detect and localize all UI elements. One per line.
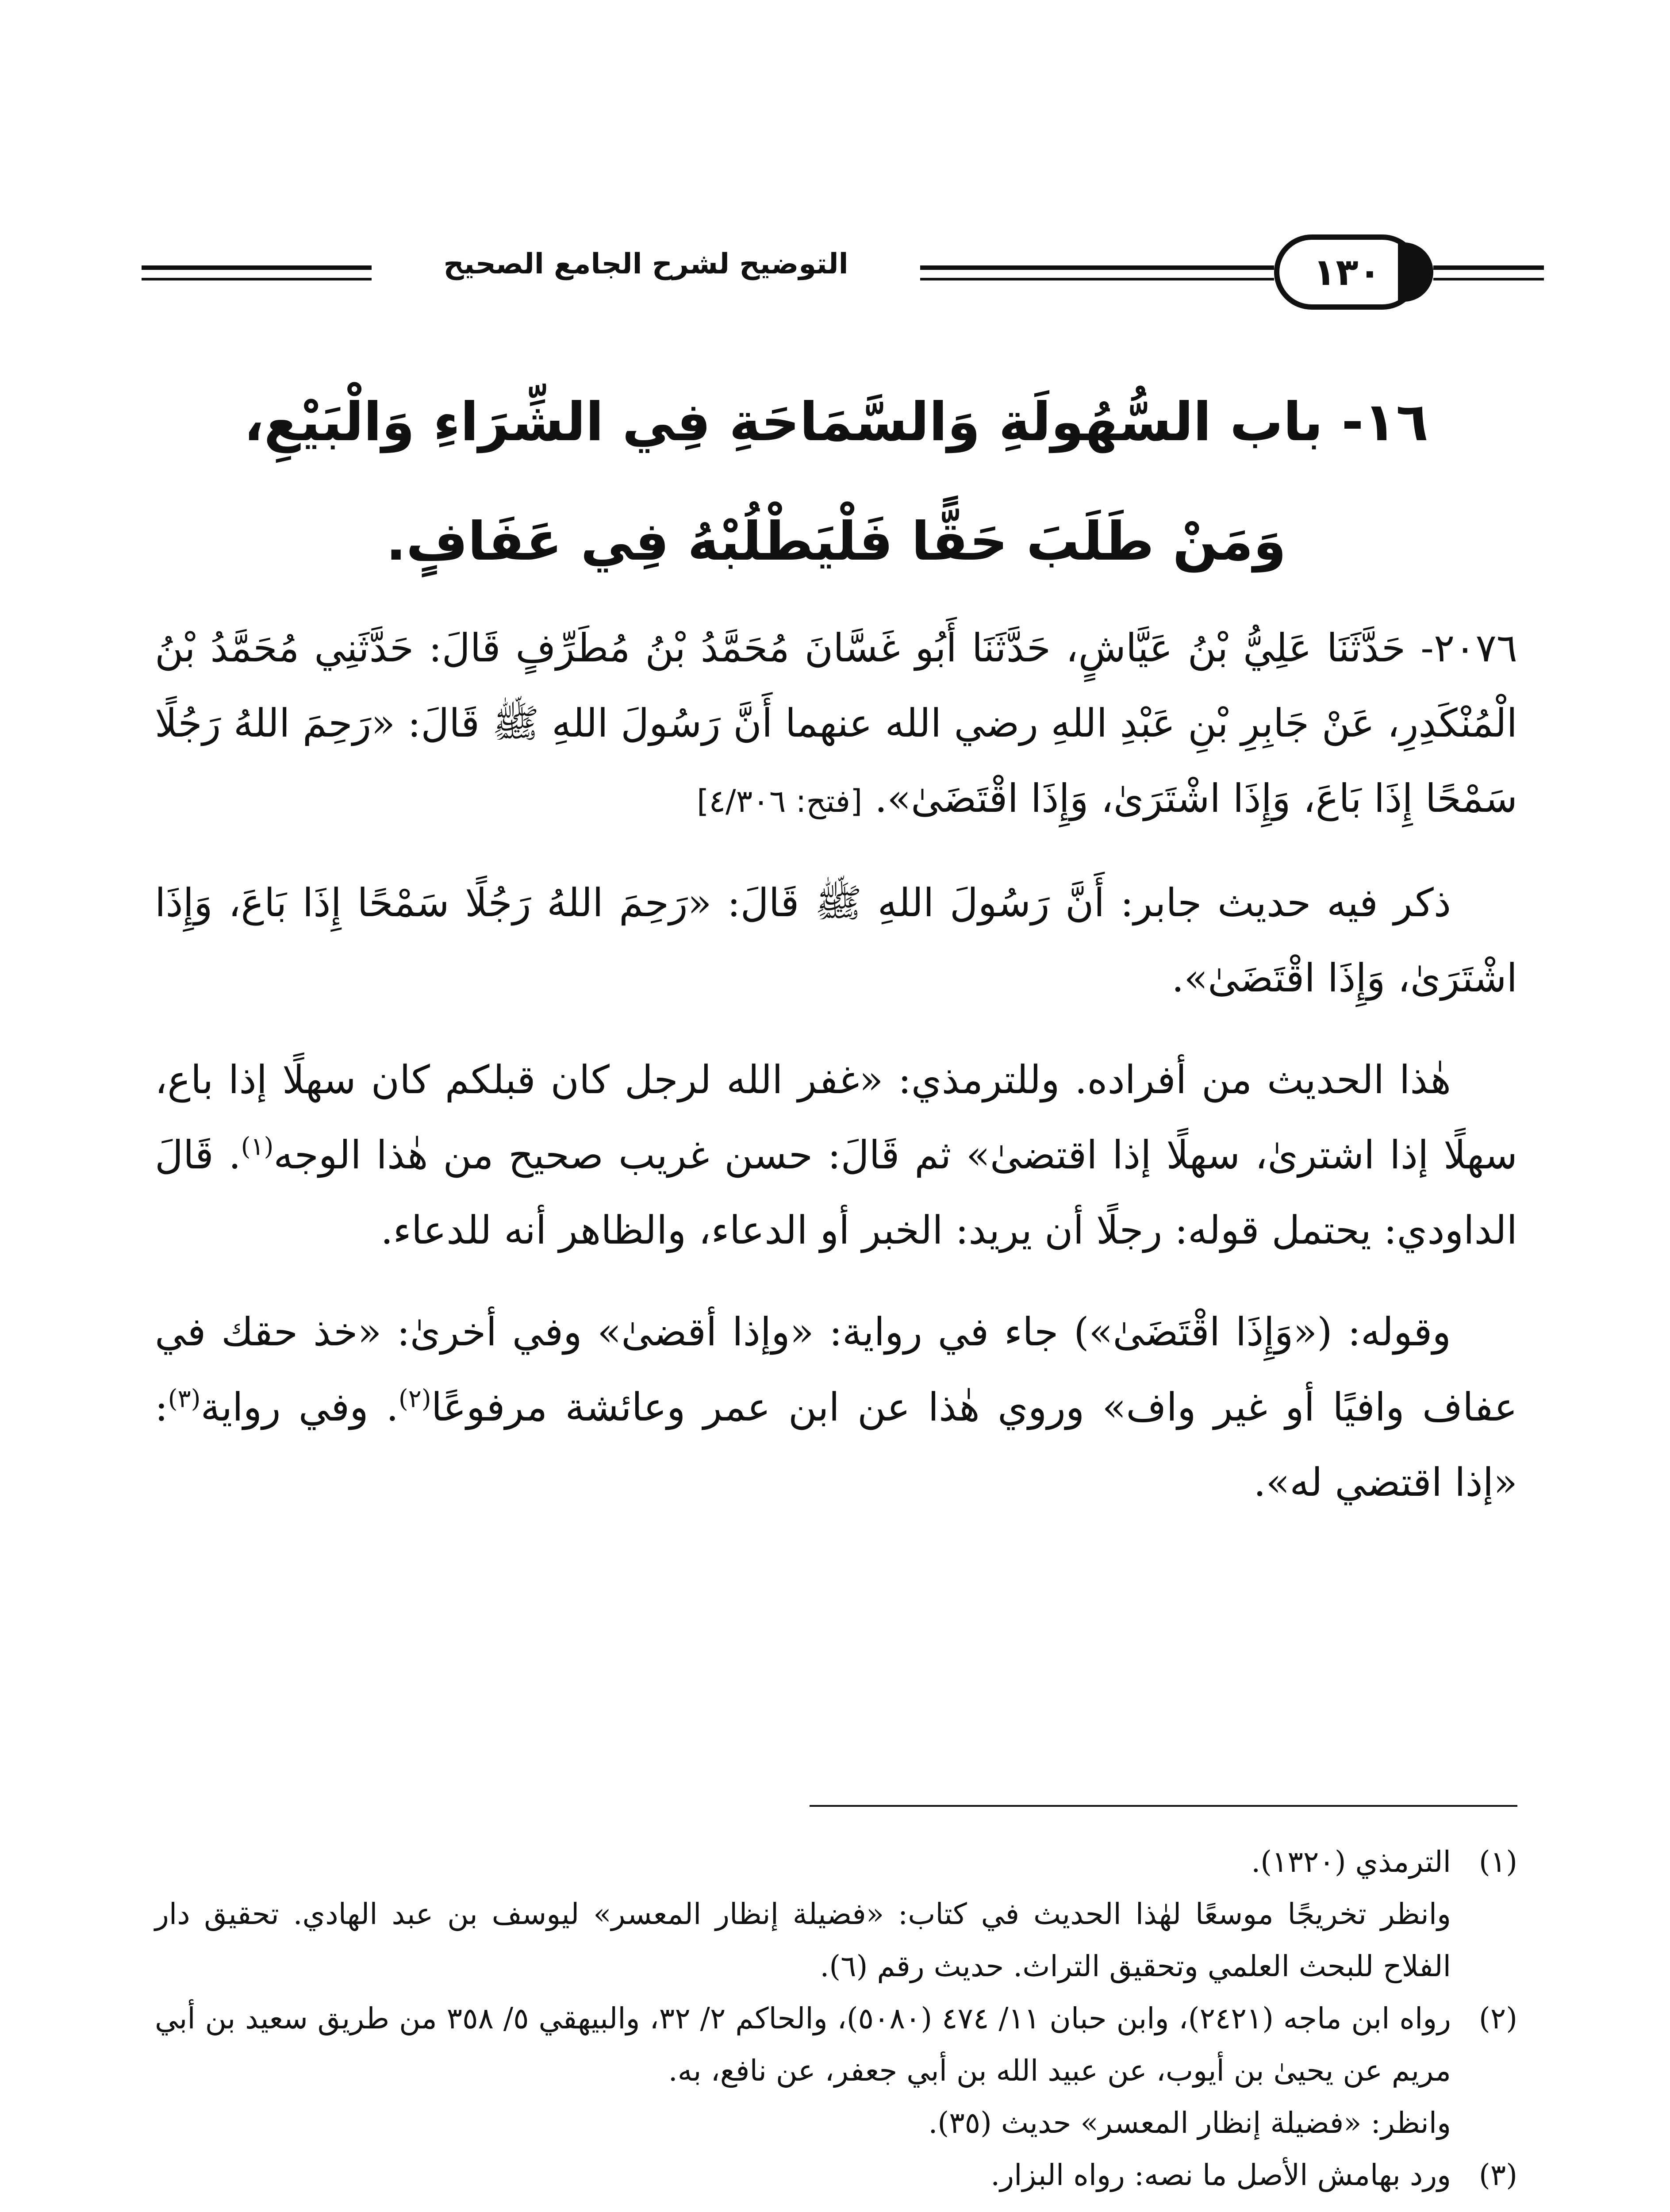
hadith-body: ٢٠٧٦- حَدَّثَنَا عَلِيُّ بْنُ عَيَّاشٍ، حَدَّثَنَا أَبُو غَسَّانَ مُحَمَّدُ بْنُ مُطَرِّفٍ قَالَ: حَدَّثَنِي مُحَمَّدُ بْنُ الْمُنْكَدِرِ، عَنْ جَابِرِ بْنِ عَبْدِ اللهِ رضي الله عنهما أَنَّ رَسُولَ اللهِ ﷺ قَالَ: «رَحِمَ اللهُ رَجُلًا سَمْحًا إِذَا بَاعَ، وَإِذَا اشْتَرَىٰ، وَإِذَا اقْتَضَىٰ». xyxy=(155,625,1517,821)
paragraph-1: ذكر فيه حديث جابر: أَنَّ رَسُولَ اللهِ ﷺ قَالَ: «رَحِمَ اللهُ رَجُلًا سَمْحًا إِذَا بَاعَ، وَإِذَا اشْتَرَىٰ، وَإِذَا اقْتَضَىٰ». xyxy=(155,880,1517,1001)
paragraph-3 xyxy=(155,1294,1517,1520)
paragraph-3-part-b: . وفي رواية xyxy=(200,1384,399,1430)
footnote-marker-2: (٢) xyxy=(398,1384,431,1413)
footnote-3-text: ورد بهامش الأصل ما نصه: رواه البزار. xyxy=(990,2158,1451,2192)
header-rule-end-thin xyxy=(1433,278,1544,280)
main-text xyxy=(155,611,1517,1547)
footnote-2-text: رواه ابن ماجه (٢٤٢١)، وابن حبان ١١/ ٤٧٤ (٥٠٨٠)، والحاكم ٢/ ٣٢، والبيهقي ٥/ ٣٥٨ من طريق سعيد بن أبي مريم عن يحيىٰ بن أيوب، عن عبيد الله بن أبي جعفر، عن نافع، به. xyxy=(155,2001,1451,2088)
paragraph-2-part-b: . قَالَ الداودي: يحتمل قوله: رجلًا أن يريد: الخبر أو الدعاء، والظاهر أنه للدعاء. xyxy=(155,1132,1517,1253)
chapter-title-line-1: ١٦- باب السُّهُولَةِ وَالسَّمَاحَةِ فِي الشِّرَاءِ وَالْبَيْعِ، xyxy=(244,392,1428,453)
footnote-2-number: (٢) xyxy=(1479,2001,1517,2035)
header-rule-right-thin xyxy=(920,278,1274,280)
fath-reference: [فتح: ٤/٣٠٦] xyxy=(697,783,863,819)
footnote-2 xyxy=(155,1993,1517,2097)
header-rule-end xyxy=(1433,265,1544,270)
footnote-3 xyxy=(155,2149,1517,2201)
hadith-text xyxy=(155,611,1517,839)
footnote-separator xyxy=(810,1805,1517,1807)
chapter-title xyxy=(195,363,1478,602)
footnotes xyxy=(155,1836,1517,2201)
paragraph-3-part-a: وقوله: («وَإِذَا اقْتَضَىٰ») جاء في رواية: «وإذا أقضىٰ» وفي أخرىٰ: «خذ حقك في عفاف وافيًا أو غير واف» وروي هٰذا عن ابن عمر وعائشة مرفوعًا xyxy=(155,1309,1517,1430)
footnote-marker-3: (٣) xyxy=(168,1384,201,1413)
header-rule-left-thin xyxy=(142,278,372,280)
paragraph-2-part-a: هٰذا الحديث من أفراده. وللترمذي: «غفر الله لرجل كان قبلكم كان سهلًا إذا باع، سهلًا إذا اشترىٰ، سهلًا إذا اقتضىٰ» ثم قَالَ: حسن غريب صحيح من هٰذا الوجه xyxy=(155,1057,1517,1178)
footnote-1 xyxy=(155,1836,1517,1888)
page-header xyxy=(142,230,1544,319)
footnote-1-number: (١) xyxy=(1479,1845,1517,1879)
footnote-1-text: الترمذي (١٣٢٠). xyxy=(1251,1845,1451,1879)
chapter-title-line-2: وَمَنْ طَلَبَ حَقًّا فَلْيَطْلُبْهُ فِي عَفَافٍ. xyxy=(386,511,1286,572)
footnote-marker-1: (١) xyxy=(241,1132,274,1161)
header-rule-left xyxy=(142,265,372,270)
footnote-2-continuation: وانظر: «فضيلة إنظار المعسر» حديث (٣٥). xyxy=(928,2106,1451,2140)
running-title: التوضيح لشرح الجامع الصحيح xyxy=(443,248,848,280)
footnote-1-continuation: وانظر تخريجًا موسعًا لهٰذا الحديث في كتاب: «فضيلة إنظار المعسر» ليوسف بن عبد الهادي. تحقيق دار الفلاح للبحث العلمي وتحقيق التراث. حديث رقم (٦). xyxy=(155,1897,1451,1983)
footnote-3-number: (٣) xyxy=(1479,2158,1517,2192)
paragraph-2 xyxy=(155,1042,1517,1268)
page-number: ١٣٠ xyxy=(1274,234,1420,310)
page-number-ornament xyxy=(1398,242,1433,302)
header-rule-right xyxy=(920,265,1274,270)
paragraph-3-part-c: : «إذا اقتضي له». xyxy=(155,1384,1517,1505)
